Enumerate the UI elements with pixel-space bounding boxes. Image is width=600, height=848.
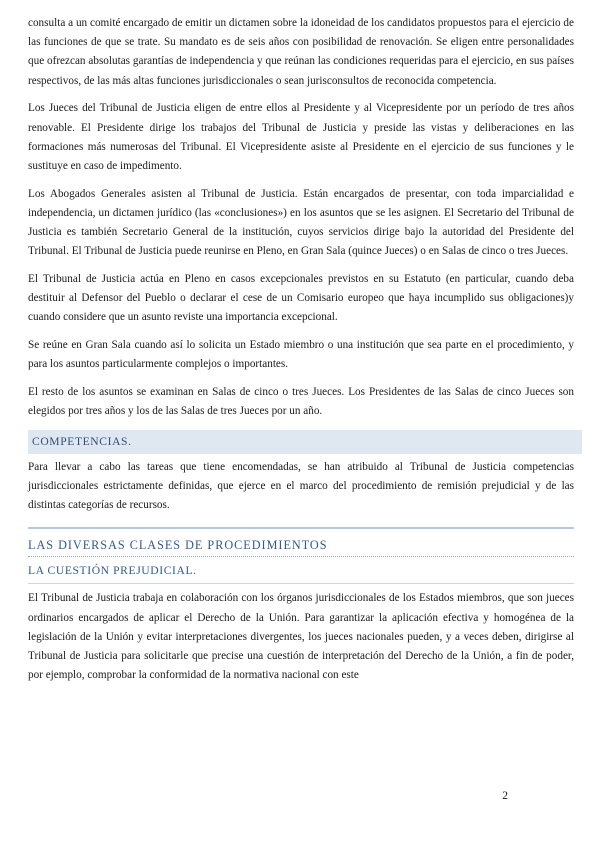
competencias-heading: COMPETENCIAS. xyxy=(28,430,582,454)
paragraph-competencias: Para llevar a cabo las tareas que tiene encomendadas, se han atribuido al Tribunal de Justicia competencias jurisdiccionales estrictamente definidas, que ejerce en el marco del procedimiento de remisión prejudicial y de las distintas categorías de recursos. xyxy=(28,460,574,512)
subsection-title: LA CUESTIÓN PREJUDICIAL. xyxy=(28,559,574,584)
paragraph-cuestion-prejudicial: El Tribunal de Justicia trabaja en colaboración con los órganos jurisdiccionales de los Estados miembros, que son jueces ordinarios encargados de aplicar el Derecho de la Unión. Para garantizar la aplicación efectiva y homogénea de la legislación de la Unión y evitar interpretaciones divergentes, los jueces nacionales pueden, y a veces deben, dirigirse al Tribunal de Justicia para solicitarle que precise una cuestión de interpretación del Derecho de la Unión, a fin de poder, por ejemplo, comprobar la conformidad de la normativa nacional con este xyxy=(28,592,574,682)
paragraph-salas: El resto de los asuntos se examinan en Salas de cinco o tres Jueces. Los Presidentes de las Salas de cinco Jueces son elegidos por tres años y los de las Salas de tres Jueces por un año. xyxy=(28,385,574,418)
document-page xyxy=(28,14,574,685)
page-number: 2 xyxy=(502,790,508,802)
paragraph-presidente: Los Jueces del Tribunal de Justicia eligen de entre ellos al Presidente y al Vicepresidente por un período de tres años renovable. El Presidente dirige los trabajos del Tribunal de Justicia y preside las vistas y deliberaciones en las formaciones más numerosas del Tribunal. El Vicepresidente asiste al Presidente en el ejercicio de sus funciones y le sustituye en caso de impedimento. xyxy=(28,102,574,172)
section-title: LAS DIVERSAS CLASES DE PROCEDIMIENTOS xyxy=(28,527,574,557)
paragraph-pleno: El Tribunal de Justicia actúa en Pleno en casos excepcionales previstos en su Estatuto (en particular, cuando deba destituir al Defensor del Pueblo o declarar el cese de un Comisario europeo que haya incumplido sus obligaciones)y cuando considere que un asunto reviste una importancia excepcional. xyxy=(28,272,574,324)
paragraph-gran-sala: Se reúne en Gran Sala cuando así lo solicita un Estado miembro o una institución que sea parte en el procedimiento, y para los asuntos particularmente complejos o importantes. xyxy=(28,339,574,371)
paragraph-abogados: Los Abogados Generales asisten al Tribunal de Justicia. Están encargados de presentar, con toda imparcialidad e independencia, un dictamen jurídico (las «conclusiones») en los asuntos que se les asignen. El Secretario del Tribunal de Justicia es también Secretario General de la institución, cuyos servicios dirige bajo la autoridad del Presidente del Tribunal. El Tribunal de Justicia puede reunirse en Pleno, en Gran Sala (quince Jueces) o en Salas de cinco o tres Jueces. xyxy=(28,187,574,258)
paragraph-comite: consulta a un comité encargado de emitir un dictamen sobre la idoneidad de los candidatos propuestos para el ejercicio de las funciones de que se trate. Su mandato es de seis años con posibilidad de renovación. Se eligen entre personalidades que ofrezcan absolutas garantías de independencia y que reúnan las condiciones requeridas para el ejercicio, en sus países respectivos, de las más altas funciones jurisdiccionales o sean jurisconsultos de reconocida competencia. xyxy=(28,17,574,87)
